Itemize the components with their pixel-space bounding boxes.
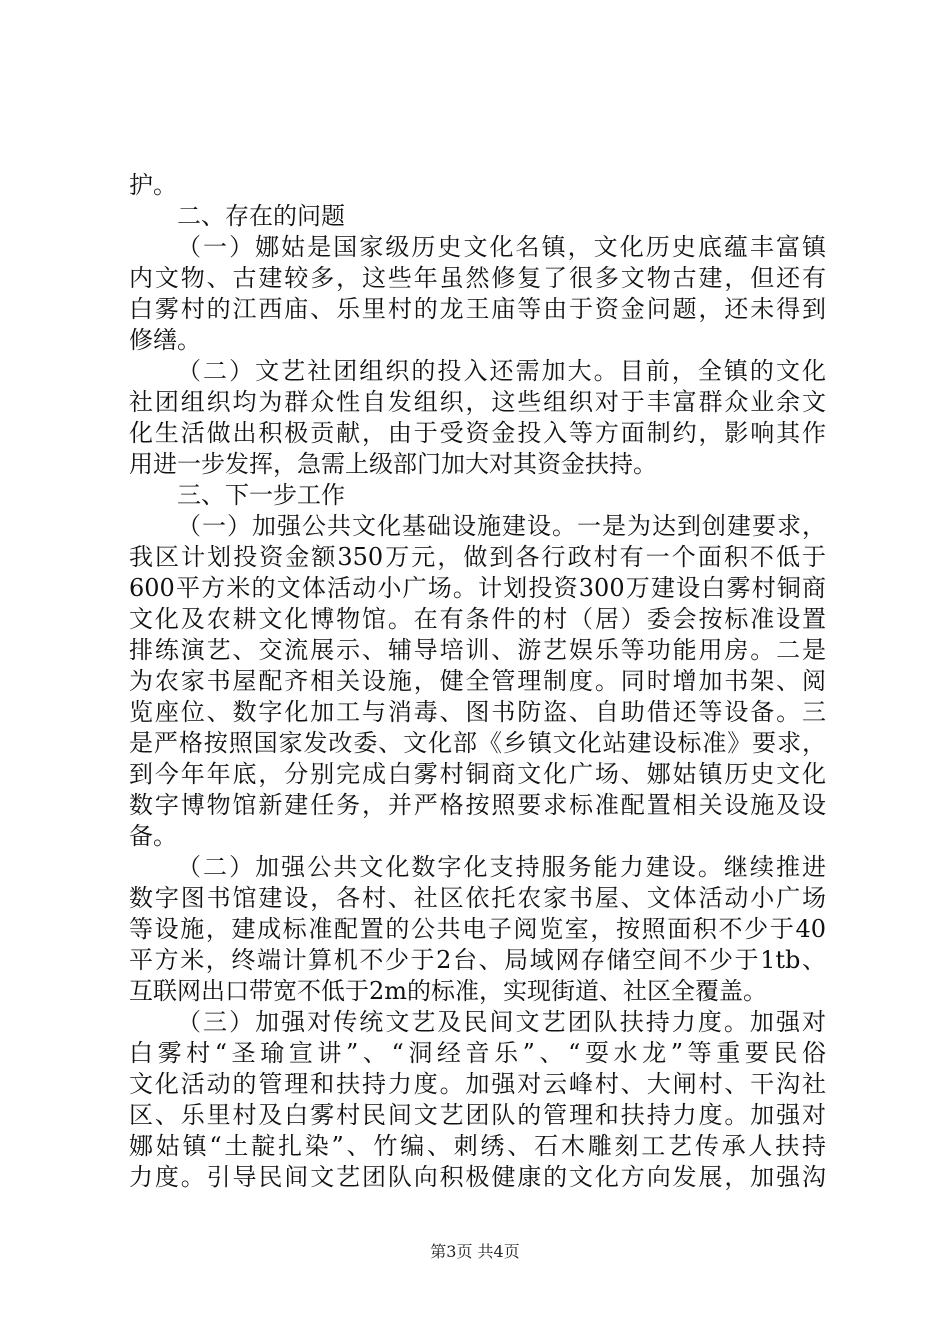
text-line: 互联网出口带宽不低于2m的标准，实现街道、社区全覆盖。 [129,977,768,1005]
text-line: （二）加强公共文化数字化支持服务能力建设。继续推进 [177,853,826,881]
text-line: 为农家书屋配齐相关设施，健全管理制度。同时增加书架、阅 [129,667,826,695]
text-line: 平方米，终端计算机不少于2台、局域网存储空间不少于1tb、 [129,946,826,974]
text-line: 我区计划投资金额350万元，做到各行政村有一个面积不低于 [129,543,826,571]
document-body [129,170,826,1193]
text-line: （二）文艺社团组织的投入还需加大。目前，全镇的文化 [177,357,826,385]
text-line: 化生活做出积极贡献，由于受资金投入等方面制约，影响其作 [129,419,826,447]
text-line: 用进一步发挥，急需上级部门加大对其资金扶持。 [129,450,657,478]
text-line: （三）加强对传统文艺及民间文艺团队扶持力度。加强对 [177,1008,826,1036]
text-line: 白雾村的江西庙、乐里村的龙王庙等由于资金问题，还未得到 [129,295,826,323]
text-line: 文化及农耕文化博物馆。在有条件的村（居）委会按标准设置 [129,605,826,633]
text-line: 备。 [129,822,177,850]
text-line: 等设施，建成标准配置的公共电子阅览室，按照面积不少于40 [129,915,826,943]
text-line: 是严格按照国家发改委、文化部《乡镇文化站建设标准》要求， [129,729,826,757]
text-line: 护。 [129,171,177,199]
text-line: 力度。引导民间文艺团队向积极健康的文化方向发展，加强沟 [129,1163,826,1191]
text-line: 到今年年底，分别完成白雾村铜商文化广场、娜姑镇历史文化 [129,760,826,788]
text-line: 二、存在的问题 [177,202,345,230]
text-line: 社团组织均为群众性自发组织，这些组织对于丰富群众业余文 [129,388,826,416]
text-line: （一）娜姑是国家级历史文化名镇，文化历史底蕴丰富镇 [177,233,826,261]
text-line: 三、下一步工作 [177,481,345,509]
page-footer: 第3页 共4页 [430,1242,520,1261]
text-line: （一）加强公共文化基础设施建设。一是为达到创建要求， [177,512,826,540]
text-line: 览座位、数字化加工与消毒、图书防盗、自助借还等设备。三 [129,698,826,726]
text-line: 修缮。 [129,326,201,354]
text-line: 内文物、古建较多，这些年虽然修复了很多文物古建，但还有 [129,264,826,292]
text-line: 数字图书馆建设，各村、社区依托农家书屋、文体活动小广场 [129,884,826,912]
text-line: 600平方米的文体活动小广场。计划投资300万建设白雾村铜商 [129,574,826,602]
text-line: 娜姑镇“土靛扎染”、竹编、刺绣、石木雕刻工艺传承人扶持 [129,1132,826,1160]
text-line: 文化活动的管理和扶持力度。加强对云峰村、大闸村、干沟社 [129,1070,826,1098]
text-line: 排练演艺、交流展示、辅导培训、游艺娱乐等功能用房。二是 [129,636,826,664]
text-line: 区、乐里村及白雾村民间文艺团队的管理和扶持力度。加强对 [129,1101,826,1129]
text-line: 白雾村“圣瑜宣讲”、“洞经音乐”、“耍水龙”等重要民俗 [129,1039,826,1067]
text-line: 数字博物馆新建任务，并严格按照要求标准配置相关设施及设 [129,791,826,819]
